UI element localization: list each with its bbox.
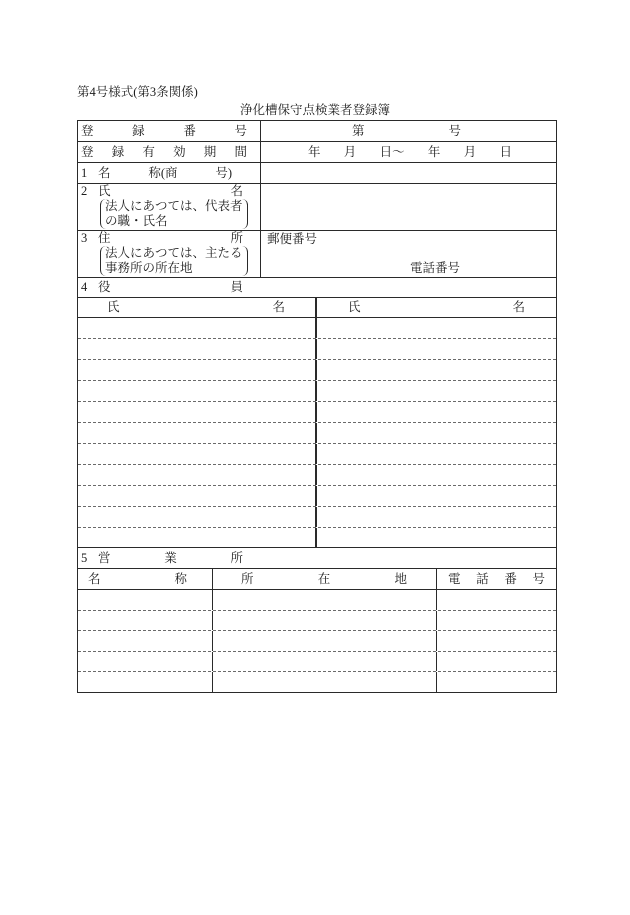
note-line: の職・氏名 [105,214,168,228]
trade-name-label [98,163,232,183]
trade-name-label-cell [78,163,261,183]
officer-name-cell[interactable] [78,381,317,401]
offices-list [78,590,556,692]
officer-name-cell[interactable] [317,444,556,464]
registration-number-value [352,121,461,141]
officer-name-cell[interactable] [317,507,556,527]
address-row [78,231,556,278]
offices-section-row [78,548,556,569]
label-glyph: 登 [81,145,94,159]
label-glyph: 所 [230,231,243,245]
registration-number-label [81,121,247,141]
label-glyph: 号 [532,572,545,586]
note-line: 法人にあつては、主たる [105,246,243,260]
officer-name-cell[interactable] [78,339,317,359]
label-glyph: 話 [476,572,489,586]
trade-name-field[interactable] [261,163,556,183]
label-glyph: 日 [499,145,512,159]
officer-name-cell[interactable] [317,381,556,401]
label-glyph: 期 [203,145,217,159]
section-number: 3 [81,231,88,245]
label-glyph: 有 [142,145,155,159]
registration-period-label-cell [78,142,261,162]
label-glyph: 氏 [107,300,120,314]
label-glyph: 住 [98,231,111,245]
officer-name-cell[interactable] [78,528,317,547]
label-glyph: 在 [317,572,331,586]
office-phone-cell[interactable] [437,611,556,631]
officer-name-cell[interactable] [317,465,556,485]
label-glyph: 役 [98,280,111,294]
office-address-header-cell [213,569,437,589]
officer-name-cell[interactable] [78,465,317,485]
address-field[interactable] [261,231,556,277]
name-label-cell [78,184,261,230]
register-title: 浄化槽保守点検業者登録簿 [239,103,390,117]
office-phone-cell[interactable] [437,652,556,672]
label-glyph: 第 [352,124,365,138]
label-glyph: 号) [215,166,232,180]
registration-period-field[interactable] [261,142,556,162]
label-glyph: 名 [512,300,525,314]
label-glyph: 登 [81,124,94,138]
section-number: 4 [81,280,88,294]
office-address-cell[interactable] [213,611,437,631]
phone-label: 電話番号 [410,261,461,275]
offices-header-row [78,569,556,590]
label-glyph: 号 [234,124,247,138]
officer-name-cell[interactable] [78,444,317,464]
name-row [78,184,556,231]
office-address-cell[interactable] [213,631,437,651]
officer-row [78,360,556,381]
label-glyph: 名 [272,300,285,314]
note-bracket [100,246,248,276]
officer-name-cell[interactable] [78,486,317,506]
office-name-cell[interactable] [78,652,213,672]
registration-number-row [78,121,556,142]
officer-row [78,507,556,528]
label-glyph: 名 [88,572,101,586]
registration-period-value [308,142,512,162]
officer-name-cell[interactable] [78,360,317,380]
officer-row [78,381,556,402]
label-glyph: 営 [98,551,111,565]
officer-row [78,528,556,547]
note-bracket [100,199,248,229]
officer-row [78,444,556,465]
note-line: 事務所の所在地 [105,261,193,275]
officer-name-header [348,298,525,317]
office-row [78,652,556,673]
officer-name-cell[interactable] [78,318,317,338]
label-glyph: 録 [111,145,125,159]
form-number: 第4号様式(第3条関係) [77,85,198,99]
office-row [78,631,556,652]
offices-section-label-cell [78,548,556,568]
office-name-cell[interactable] [78,631,213,651]
label-glyph: 月 [343,145,357,159]
label-glyph: 月 [463,145,477,159]
representative-name-field[interactable] [261,184,556,230]
registration-period-label [81,142,247,162]
registration-number-field[interactable] [261,121,556,141]
label-glyph: 日〜 [379,145,405,159]
section-number: 1 [81,166,88,180]
label-glyph: 電 [448,572,461,586]
officer-name-header-cell [78,298,317,317]
label-glyph: 名 [230,184,243,198]
label-glyph: 名 [98,166,111,180]
address-label [98,231,243,245]
postal-code-label: 郵便番号 [267,232,318,246]
officers-header-row [78,298,556,318]
offices-label [98,548,243,568]
officers-label [98,278,243,297]
officer-row [78,339,556,360]
section-number: 5 [81,551,88,565]
office-row [78,672,556,692]
office-name-header-cell [78,569,213,589]
office-phone-header [448,569,545,589]
label-glyph: 所 [241,572,254,586]
officer-name-cell[interactable] [317,339,556,359]
office-name-cell[interactable] [78,672,213,692]
officer-name-cell[interactable] [78,423,317,443]
officers-section-label-cell [78,278,556,297]
officer-name-cell[interactable] [317,402,556,422]
label-glyph: 効 [173,145,186,159]
officer-name-cell[interactable] [78,507,317,527]
label-glyph: 業 [164,551,177,565]
label-glyph: 間 [234,145,247,159]
officer-row [78,423,556,444]
office-row [78,590,556,611]
officer-row [78,318,556,339]
registration-period-row [78,142,556,163]
officer-name-cell[interactable] [317,318,556,338]
officer-name-cell[interactable] [317,528,556,547]
officers-list [78,318,556,548]
trade-name-row [78,163,556,184]
label-glyph: 称(商 [148,166,178,180]
label-glyph: 年 [427,145,441,159]
office-phone-cell[interactable] [437,631,556,651]
label-glyph: 年 [308,145,321,159]
address-label-cell [78,231,261,277]
officer-name-cell[interactable] [317,486,556,506]
office-phone-cell[interactable] [437,672,556,692]
label-glyph: 氏 [98,184,111,198]
office-name-header [88,569,187,589]
officers-section-row [78,278,556,298]
officer-row [78,486,556,507]
label-glyph: 所 [230,551,243,565]
office-address-cell[interactable] [213,590,437,610]
label-glyph: 氏 [348,300,361,314]
section-number: 2 [81,184,88,198]
office-phone-header-cell [437,569,556,589]
name-label [98,184,243,198]
register-table [77,120,557,693]
label-glyph: 員 [230,280,243,294]
officer-row [78,402,556,423]
officer-name-cell[interactable] [317,360,556,380]
officer-name-cell[interactable] [317,423,556,443]
officer-name-header [107,298,285,317]
officer-row [78,465,556,486]
label-glyph: 番 [504,572,517,586]
office-address-header [241,569,407,589]
office-name-cell[interactable] [78,611,213,631]
officer-name-header-cell [317,298,556,317]
office-name-cell[interactable] [78,590,213,610]
label-glyph: 地 [394,572,407,586]
label-glyph: 録 [132,124,145,138]
office-address-cell[interactable] [213,652,437,672]
note-line: 法人にあつては、代表者 [105,199,243,213]
office-row [78,611,556,632]
registration-number-label-cell [78,121,261,141]
officer-name-cell[interactable] [78,402,317,422]
office-phone-cell[interactable] [437,590,556,610]
label-glyph: 称 [174,572,187,586]
label-glyph: 番 [183,124,196,138]
label-glyph: 号 [448,124,461,138]
office-address-cell[interactable] [213,672,437,692]
